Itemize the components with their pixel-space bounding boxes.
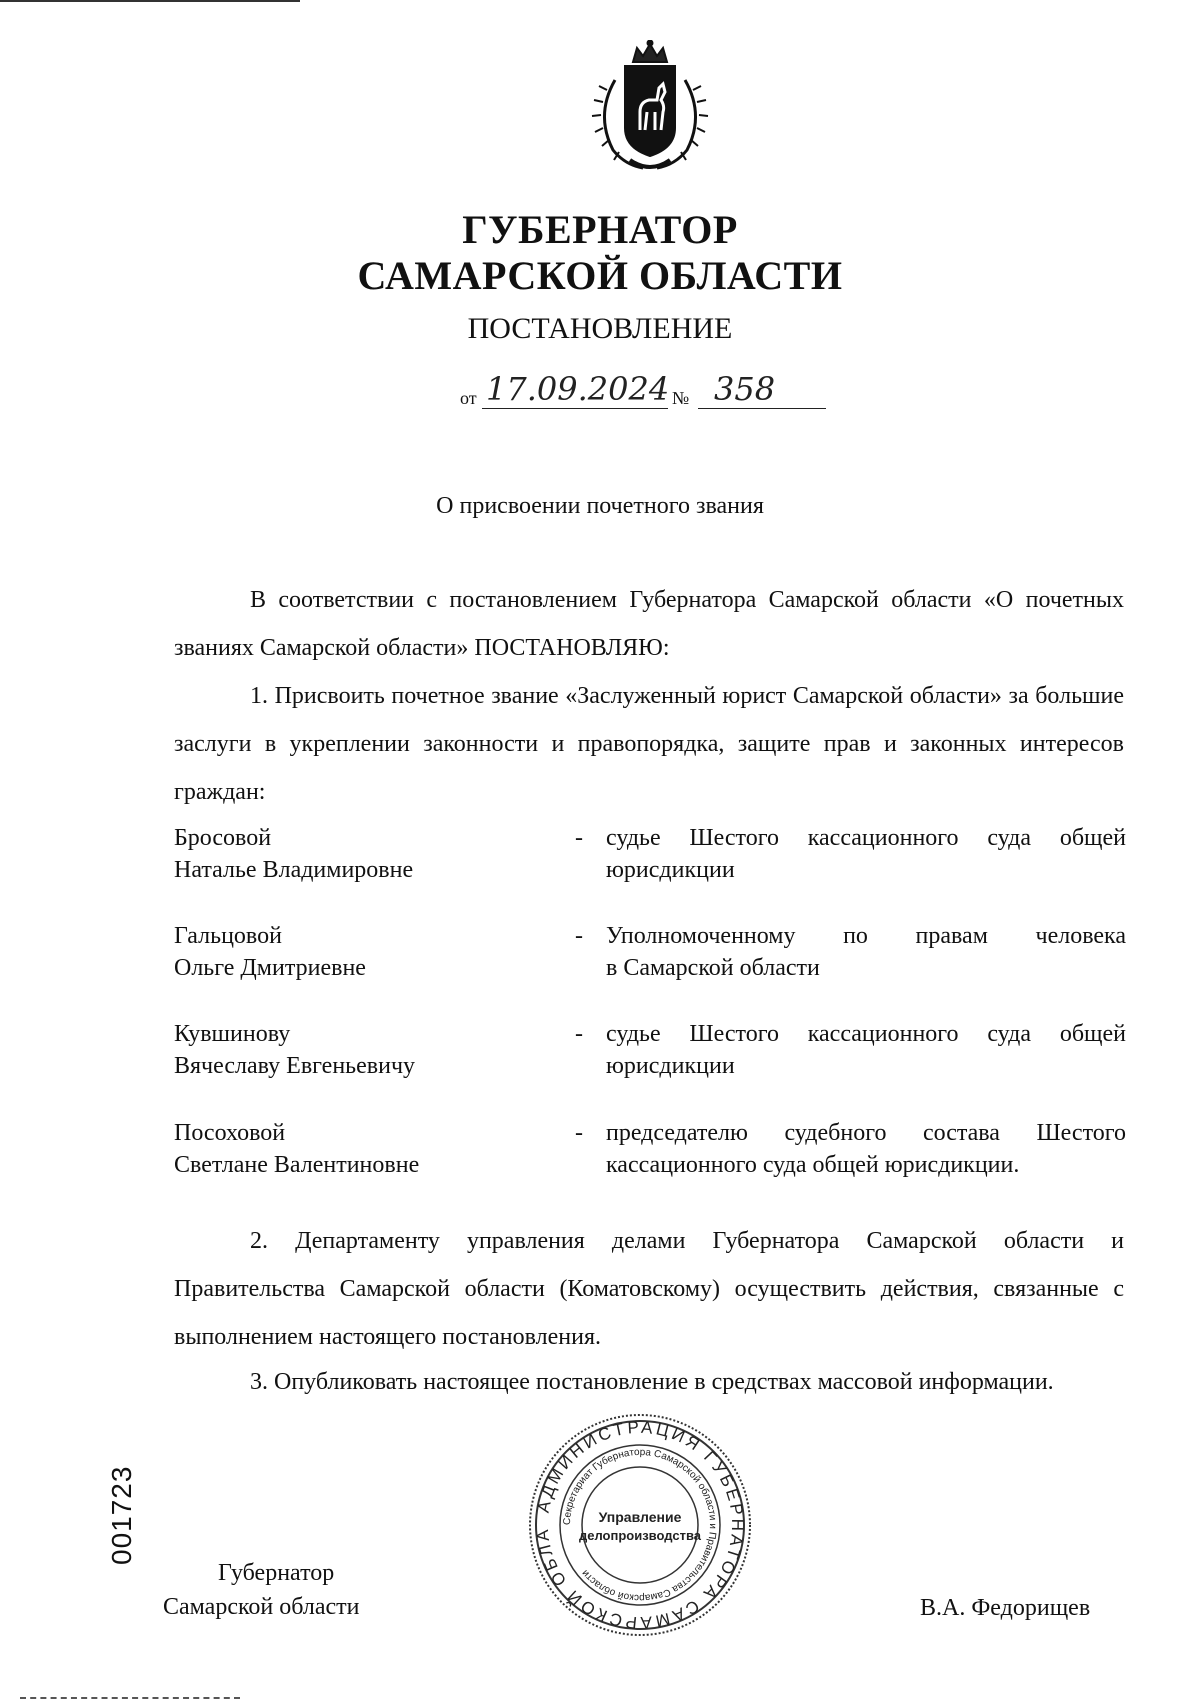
awardee-3-position xyxy=(606,1018,1126,1082)
position-line: судье Шестого кассационного суда общей xyxy=(606,825,1126,851)
awardee-surname: Бросовой xyxy=(174,825,272,851)
item-2-paragraph: 2. Департаменту управления делами Губернатора Самарской области и Правительства Самарской области (Коматовскому) осуществить действия, связанные с выполнением настоящего постановления. xyxy=(174,1228,1124,1350)
intro-paragraph: В соответствии с постановлением Губернатора Самарской области «О почетных званиях Самарской области» ПОСТАНОВЛЯЮ: xyxy=(174,587,1124,661)
document-date: 17.09.2024 xyxy=(486,370,670,408)
position-line: юрисдикции xyxy=(606,1053,735,1079)
awardee-given-names: Вячеславу Евгеньевичу xyxy=(174,1053,416,1079)
awardee-dash: - xyxy=(575,825,583,851)
position-line: председателю судебного состава Шестого xyxy=(606,1120,1126,1146)
number-underline xyxy=(698,408,826,409)
awardee-1-name xyxy=(174,822,574,886)
awardee-dash: - xyxy=(575,1120,583,1146)
stamp-inner-text: Секретариат Губернатора Самарской области и Правительства Самарской области xyxy=(561,1446,719,1604)
awardee-given-names: Светлане Валентиновне xyxy=(174,1152,420,1178)
samara-coat-of-arms-icon xyxy=(585,40,715,175)
official-stamp xyxy=(525,1410,755,1640)
position-line: Уполномоченному по правам человека xyxy=(606,923,1126,949)
awardee-surname: Посоховой xyxy=(174,1120,286,1146)
item-1-paragraph: 1. Присвоить почетное звание «Заслуженный юрист Самарской области» за большие заслуги в укреплении законности и правопорядка, защите прав и законных интересов граждан: xyxy=(174,683,1124,805)
item-3-paragraph: 3. Опубликовать настоящее постановление в средствах массовой информации. xyxy=(250,1369,1054,1395)
awardee-surname: Кувшинову xyxy=(174,1021,291,1047)
position-line: юрисдикции xyxy=(606,857,735,883)
date-prefix: от xyxy=(460,388,477,408)
awardee-dash: - xyxy=(575,923,583,949)
awardee-4-position xyxy=(606,1117,1126,1181)
awardee-given-names: Наталье Владимировне xyxy=(174,857,414,883)
awardee-2-position xyxy=(606,920,1126,984)
scan-edge-line xyxy=(0,0,300,2)
authority-name-line1: ГУБЕРНАТОР xyxy=(462,207,738,252)
date-underline xyxy=(482,408,668,409)
document-number: 358 xyxy=(714,370,776,408)
awardee-3-name xyxy=(174,1018,574,1082)
awardee-given-names: Ольге Дмитриевне xyxy=(174,955,366,981)
stamp-center-line1: Управление xyxy=(598,1509,682,1525)
registration-number: 001723 xyxy=(106,1465,137,1565)
date-number-line xyxy=(460,370,860,414)
awardee-4-name xyxy=(174,1117,574,1181)
stamp-outer-text: АДМИНИСТРАЦИЯ ГУБЕРНАТОРА САМАРСКОЙ ОБЛА xyxy=(532,1417,748,1633)
scan-edge-line xyxy=(20,1697,240,1701)
awardee-1-position xyxy=(606,822,1126,886)
number-prefix: № xyxy=(672,388,690,408)
awardee-surname: Гальцовой xyxy=(174,923,282,949)
awardee-2-name xyxy=(174,920,574,984)
awardee-dash: - xyxy=(575,1021,583,1047)
signatory-name: В.А. Федорищев xyxy=(920,1595,1091,1621)
position-line: судье Шестого кассационного суда общей xyxy=(606,1021,1126,1047)
document-subject: О присвоении почетного звания xyxy=(436,493,764,519)
authority-name-line2: САМАРСКОЙ ОБЛАСТИ xyxy=(357,253,843,298)
position-line: кассационного суда общей юрисдикции. xyxy=(606,1152,1020,1178)
document-type: ПОСТАНОВЛЕНИЕ xyxy=(467,312,733,345)
stamp-center-line2: делопроизводства xyxy=(578,1528,702,1543)
signatory-position-line2: Самарской области xyxy=(163,1594,360,1620)
signatory-position-line1: Губернатор xyxy=(218,1560,335,1586)
position-line: в Самарской области xyxy=(606,955,820,981)
